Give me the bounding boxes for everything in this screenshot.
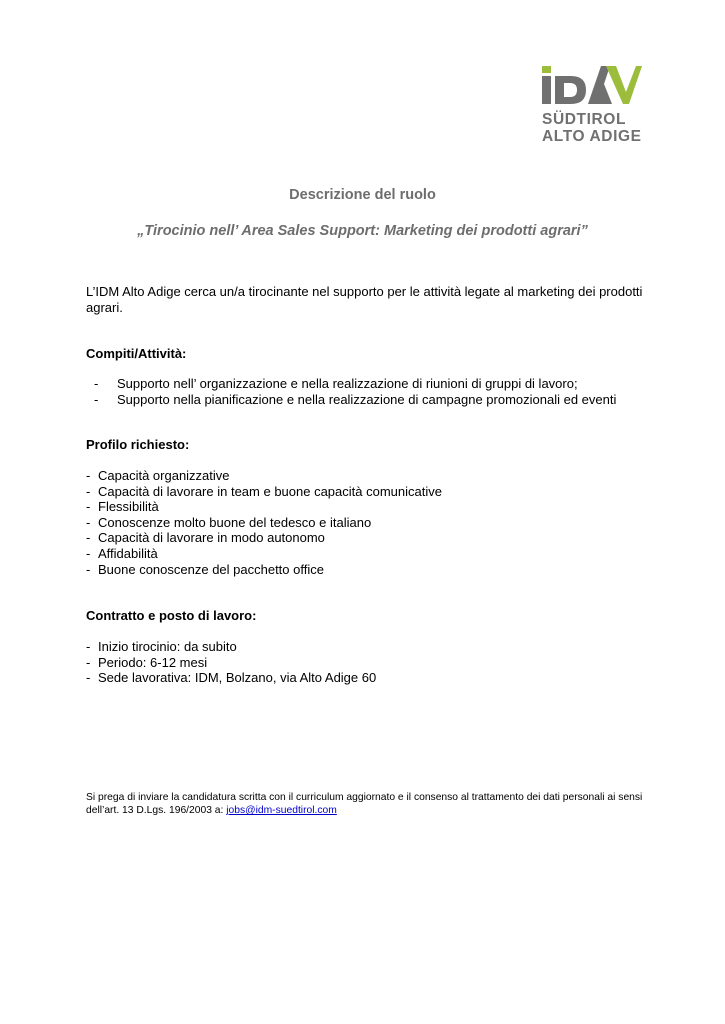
- bullet-dash: -: [94, 391, 99, 407]
- page-title: Descrizione del ruolo: [289, 187, 436, 203]
- list-item: [86, 530, 442, 546]
- profile-list: [86, 468, 442, 577]
- intro-paragraph: L’IDM Alto Adige cerca un/a tirocinante nel supporto per le attività legate al marketing dei prodotti agrari.: [86, 284, 643, 315]
- list-item: [86, 655, 376, 671]
- list-item-text: Supporto nella pianificazione e nella realizzazione di campagne promozionali ed eventi: [117, 391, 617, 407]
- list-item-text: Periodo: 6-12 mesi: [98, 654, 208, 670]
- tasks-heading: Compiti/Attività:: [86, 346, 187, 361]
- list-item: [86, 515, 442, 531]
- list-item-text: Supporto nell’ organizzazione e nella realizzazione di riunioni di gruppi di lavoro;: [117, 376, 578, 391]
- footer-text: Si prega di inviare la candidatura scritta con il curriculum aggiornato e il consenso al trattamento dei dati personali ai sensi dell’art. 13 D.Lgs. 196/2003 a:: [86, 792, 643, 816]
- email-link[interactable]: jobs@idm-suedtirol.com: [226, 805, 337, 816]
- list-item: [86, 639, 376, 655]
- list-item: [86, 392, 616, 408]
- list-item-text: Buone conoscenze del pacchetto office: [98, 561, 324, 577]
- logo-text-alto-adige: ALTO ADIGE: [542, 128, 642, 145]
- list-item-text: Capacità organizzative: [98, 468, 230, 483]
- list-item: [86, 468, 442, 484]
- list-item: [86, 670, 376, 686]
- bullet-dash: -: [86, 514, 91, 530]
- list-item: [86, 499, 442, 515]
- contract-list: [86, 639, 376, 686]
- bullet-dash: -: [86, 670, 91, 686]
- contract-heading: Contratto e posto di lavoro:: [86, 608, 257, 623]
- list-item: [86, 562, 442, 578]
- footer-note: [86, 791, 666, 817]
- bullet-dash: -: [86, 545, 91, 561]
- idm-logo: [538, 64, 644, 148]
- bullet-dash: -: [86, 530, 91, 546]
- bullet-dash: -: [86, 639, 91, 654]
- bullet-dash: -: [94, 376, 99, 391]
- page-subtitle: „Tirocinio nell’ Area Sales Support: Marketing dei prodotti agrari”: [137, 223, 588, 239]
- list-item: [86, 484, 442, 500]
- bullet-dash: -: [86, 499, 91, 515]
- bullet-dash: -: [86, 654, 91, 670]
- bullet-dash: -: [86, 483, 91, 499]
- logo-text-sudtirol: SÜDTIROL: [542, 111, 627, 128]
- list-item-text: Affidabilità: [98, 545, 158, 561]
- list-item-text: Sede lavorativa: IDM, Bolzano, via Alto Adige 60: [98, 670, 377, 686]
- bullet-dash: -: [86, 468, 91, 483]
- list-item: [86, 546, 442, 562]
- tasks-list: [86, 376, 616, 407]
- idm-logo-mark: [538, 64, 644, 106]
- list-item-text: Capacità di lavorare in modo autonomo: [98, 530, 325, 546]
- list-item-text: Conoscenze molto buone del tedesco e italiano: [98, 514, 372, 530]
- list-item-text: Inizio tirocinio: da subito: [98, 639, 237, 654]
- list-item-text: Capacità di lavorare in team e buone capacità comunicative: [98, 483, 442, 499]
- list-item: [86, 376, 616, 392]
- profile-heading: Profilo richiesto:: [86, 437, 190, 452]
- list-item-text: Flessibilità: [98, 499, 159, 515]
- bullet-dash: -: [86, 561, 91, 577]
